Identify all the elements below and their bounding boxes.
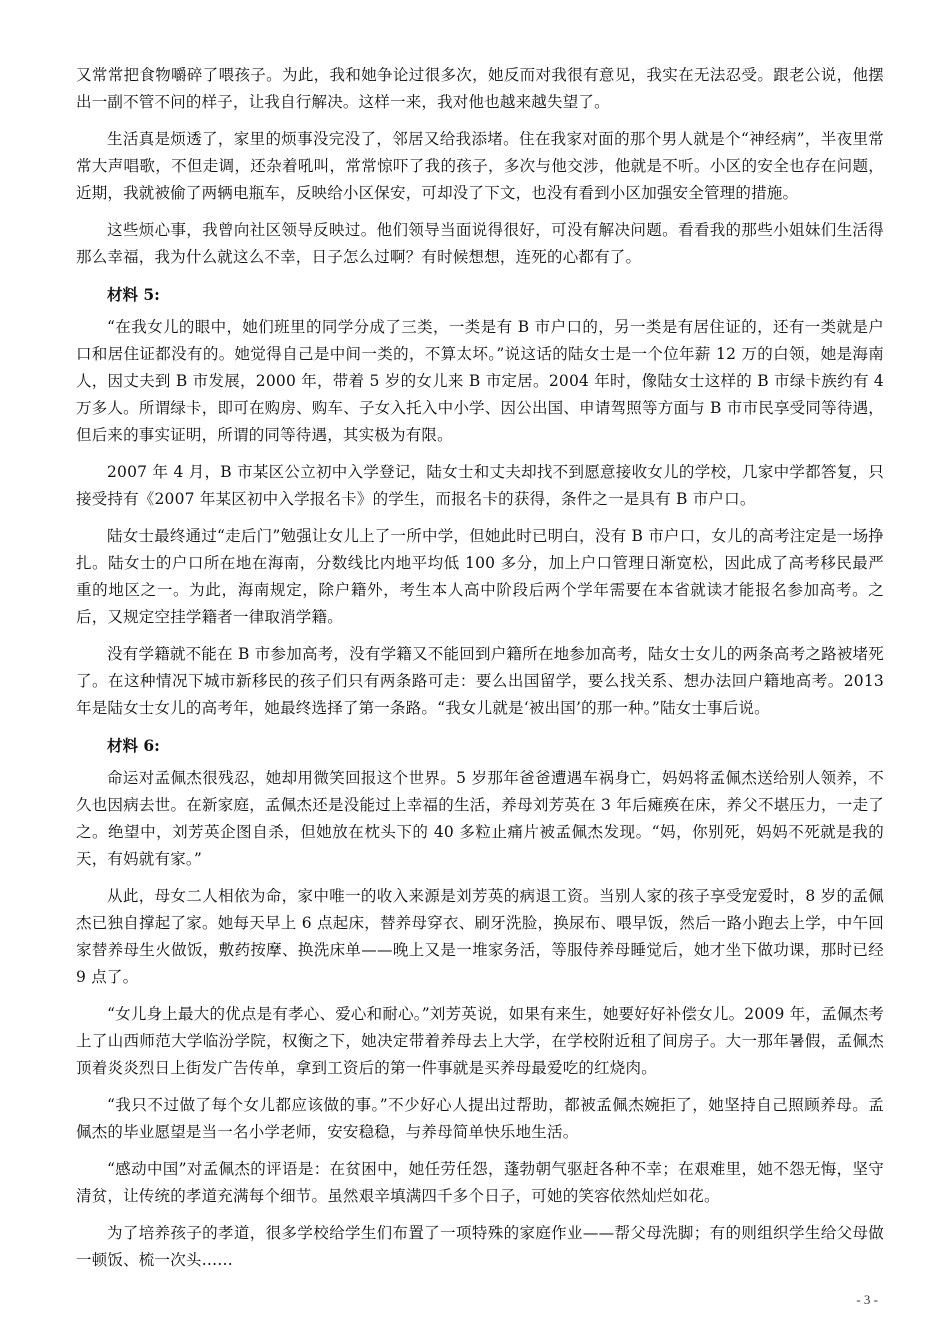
material-6-heading: 材料 6: [107,736,160,755]
paragraph-neighbor-complaint: 生活真是烦透了，家里的烦事没完没了，邻居又给我添堵。住在我家对面的那个男人就是个“神经病”，半夜里常常大声唱歌，不但走调，还杂着吼叫，常常惊吓了我的孩子，多次与他交涉，他就是不听。小区的安全也存在问题，近期，我就被偷了两辆电瓶车，反映给小区保安，可却没了下文，也没有看到小区加强安全管理的措施。 [76,130,884,202]
material-6-paragraph-6: 为了培养孩子的孝道，很多学校给学生们布置了一项特殊的家庭作业——帮父母洗脚；有的则组织学生给父母做一顿饭、梳一次头…… [76,1224,884,1269]
paragraph-community-complaint: 这些烦心事，我曾向社区领导反映过。他们领导当面说得很好，可没有解决问题。看看我的那些小姐妹们生活得那么幸福，我为什么就这么不幸，日子怎么过啊？有时候想想，连死的心都有了。 [76,221,884,266]
material-5-paragraph-4: 没有学籍就不能在 B 市参加高考，没有学籍又不能回到户籍所在地参加高考，陆女士女儿的两条高考之路被堵死了。在这种情况下城市新移民的孩子们只有两条路可走：要么出国留学，要么找关系、想办法回户籍地高考。2013 年是陆女士女儿的高考年，她最终选择了第一条路。“我女儿就是‘被出国’的那一种。”陆女士事后说。 [76,645,884,717]
paragraph-continued: 又常常把食物嚼碎了喂孩子。为此，我和她争论过很多次，她反而对我很有意见，我实在无法忍受。跟老公说，他摆出一副不管不问的样子，让我自行解决。这样一来，我对他也越来越失望了。 [76,66,884,111]
material-6-paragraph-1: 命运对孟佩杰很残忍，她却用微笑回报这个世界。5 岁那年爸爸遭遇车祸身亡，妈妈将孟佩杰送给别人领养，不久也因病去世。在新家庭，孟佩杰还是没能过上幸福的生活，养母刘芳英在 3 年后瘫痪在床，养父不堪压力，一走了之。绝望中，刘芳英企图自杀，但她放在枕头下的 40 多粒止痛片被孟佩杰发现。“妈，你别死，妈妈不死就是我的天，有妈就有家。” [76,769,884,868]
material-5-heading: 材料 5: [107,285,160,304]
material-5-paragraph-2: 2007 年 4 月，B 市某区公立初中入学登记，陆女士和丈夫却找不到愿意接收女儿的学校，几家中学都答复，只接受持有《2007 年某区初中入学报名卡》的学生，而报名卡的获得，条件之一是具有 B 市户口。 [76,463,884,508]
document-page [76,62,884,1284]
material-6-paragraph-2: 从此，母女二人相依为命，家中唯一的收入来源是刘芳英的病退工资。当别人家的孩子享受宠爱时，8 岁的孟佩杰已独自撑起了家。她每天早上 6 点起床，替养母穿衣、刷牙洗脸，换尿布、喂早饭，然后一路小跑去上学，中午回家替养母生火做饭，敷药按摩、换洗床单——晚上又是一堆家务活，等服侍养母睡觉后，她才坐下做功课，那时已经 9 点了。 [76,887,884,986]
material-6-paragraph-4: “我只不过做了每个女儿都应该做的事。”不少好心人提出过帮助，都被孟佩杰婉拒了，她坚持自己照顾养母。孟佩杰的毕业愿望是当一名小学老师，安安稳稳，与养母简单快乐地生活。 [76,1096,884,1141]
material-6-paragraph-5: “感动中国”对孟佩杰的评语是：在贫困中，她任劳任怨，蓬勃朝气驱赶各种不幸；在艰难里，她不怨无悔，坚守清贫，让传统的孝道充满每个细节。虽然艰辛填满四千多个日子，可她的笑容依然灿烂如花。 [76,1160,884,1205]
page-number: - 3 - [856,1292,878,1307]
material-5-paragraph-1: “在我女儿的眼中，她们班里的同学分成了三类，一类是有 B 市户口的，另一类是有居住证的，还有一类就是户口和居住证都没有的。她觉得自己是中间一类的，不算太坏。”说这话的陆女士是一个位年薪 12 万的白领，她是海南人，因丈夫到 B 市发展，2000 年，带着 5 岁的女儿来 B 市定居。2004 年时，像陆女士这样的 B 市绿卡族约有 4 万多人。所谓绿卡，即可在购房、购车、子女入托入中小学、因公出国、申请驾照等方面与 B 市市民享受同等待遇，但后来的事实证明，所谓的同等待遇，其实极为有限。 [76,318,884,444]
material-5-paragraph-3: 陆女士最终通过“走后门”勉强让女儿上了一所中学，但她此时已明白，没有 B 市户口，女儿的高考注定是一场挣扎。陆女士的户口所在地在海南，分数线比内地平均低 100 多分，加上户口管理日渐宽松，因此成了高考移民最严重的地区之一。为此，海南规定，除户籍外，考生本人高中阶段后两个学年需要在本省就读才能报名参加高考。之后，又规定空挂学籍者一律取消学籍。 [76,527,884,626]
material-6-paragraph-3: “女儿身上最大的优点是有孝心、爱心和耐心。”刘芳英说，如果有来生，她要好好补偿女儿。2009 年，孟佩杰考上了山西师范大学临汾学院，权衡之下，她决定带着养母去上大学，在学校附近租了间房子。大一那年暑假，孟佩杰顶着炎炎烈日上街发广告传单，拿到工资后的第一件事就是买养母最爱吃的红烧肉。 [76,1005,884,1077]
